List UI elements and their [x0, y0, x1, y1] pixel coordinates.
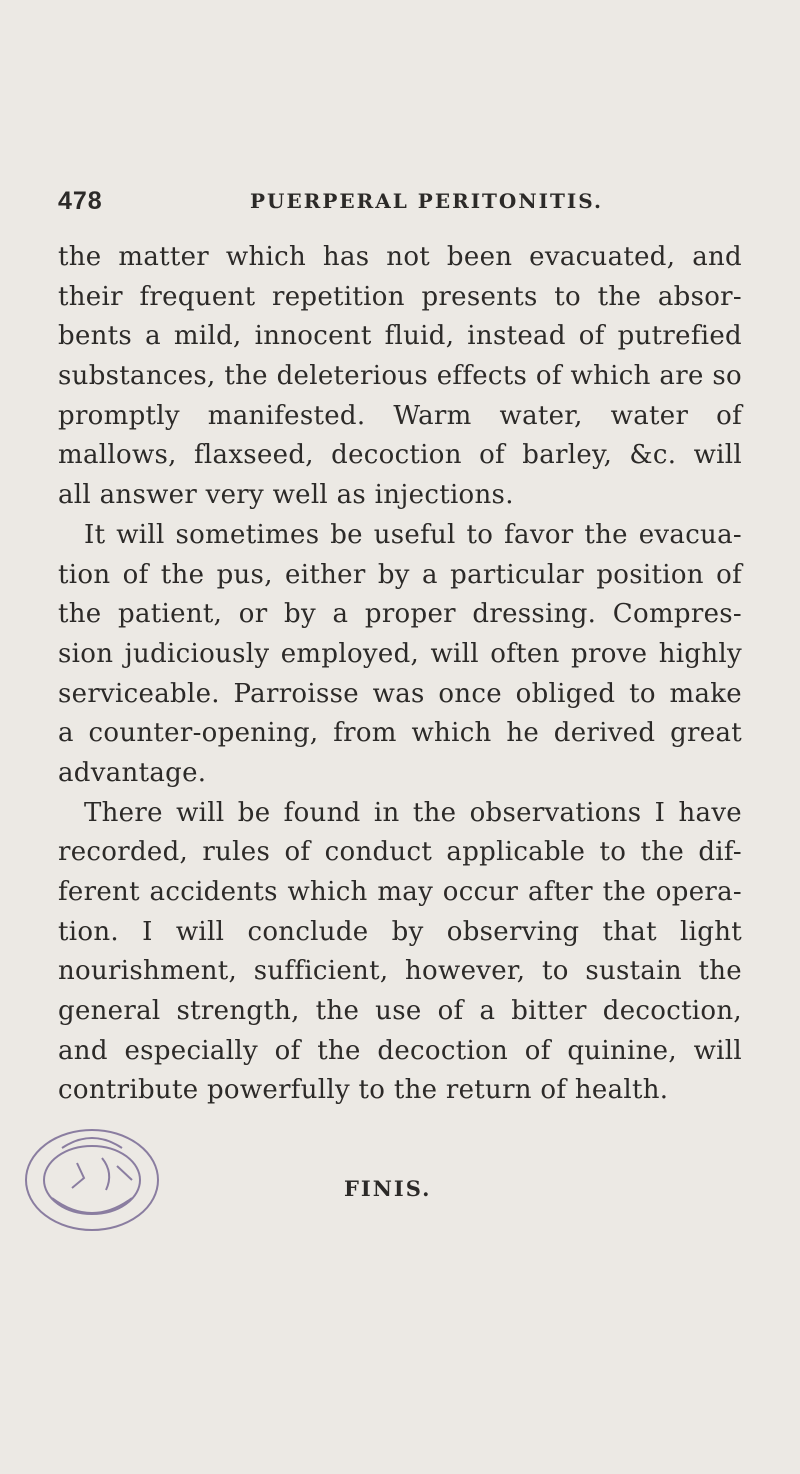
body-text — [58, 238, 742, 1111]
text-line: serviceable. Parroisse was once obliged to make — [58, 678, 742, 709]
finis-mark: FINIS. — [344, 1176, 432, 1201]
text-line: and especially of the decoction of quinine, will — [58, 1035, 742, 1066]
text-line: bents a mild, innocent fluid, instead of putrefied — [58, 321, 742, 352]
text-line: their frequent repetition presents to the absor- — [58, 281, 742, 312]
page-number: 478 — [58, 187, 103, 215]
library-stamp-icon — [22, 1118, 172, 1238]
text-line: sion judiciously employed, will often prove highly — [58, 638, 742, 669]
running-title: PUERPERAL PERITONITIS. — [250, 189, 603, 213]
text-line: tion of the pus, either by a particular position of — [58, 559, 742, 590]
text-line: a counter-opening, from which he derived great — [58, 718, 742, 749]
text-line: ferent accidents which may occur after the opera- — [58, 877, 742, 907]
text-line: There will be found in the observations I have — [84, 797, 742, 828]
text-line: contribute powerfully to the return of health. — [58, 1075, 669, 1106]
text-line: mallows, flaxseed, decoction of barley, &c. will — [58, 440, 742, 471]
text-line: It will sometimes be useful to favor the evacua- — [84, 519, 742, 550]
text-line: the matter which has not been evacuated, and — [58, 242, 742, 272]
text-line: recorded, rules of conduct applicable to the dif- — [58, 837, 742, 868]
text-line: the patient, or by a proper dressing. Compres- — [58, 599, 742, 630]
text-line: tion. I will conclude by observing that light — [58, 916, 742, 947]
page-header — [58, 187, 738, 227]
text-line: general strength, the use of a bitter decoction, — [58, 996, 742, 1027]
text-line: promptly manifested. Warm water, water of — [58, 400, 742, 431]
text-line: substances, the deleterious effects of which are so — [58, 361, 742, 392]
text-line: advantage. — [58, 757, 207, 788]
text-line: nourishment, sufficient, however, to sustain the — [58, 956, 742, 987]
text-line: all answer very well as injections. — [58, 480, 514, 511]
